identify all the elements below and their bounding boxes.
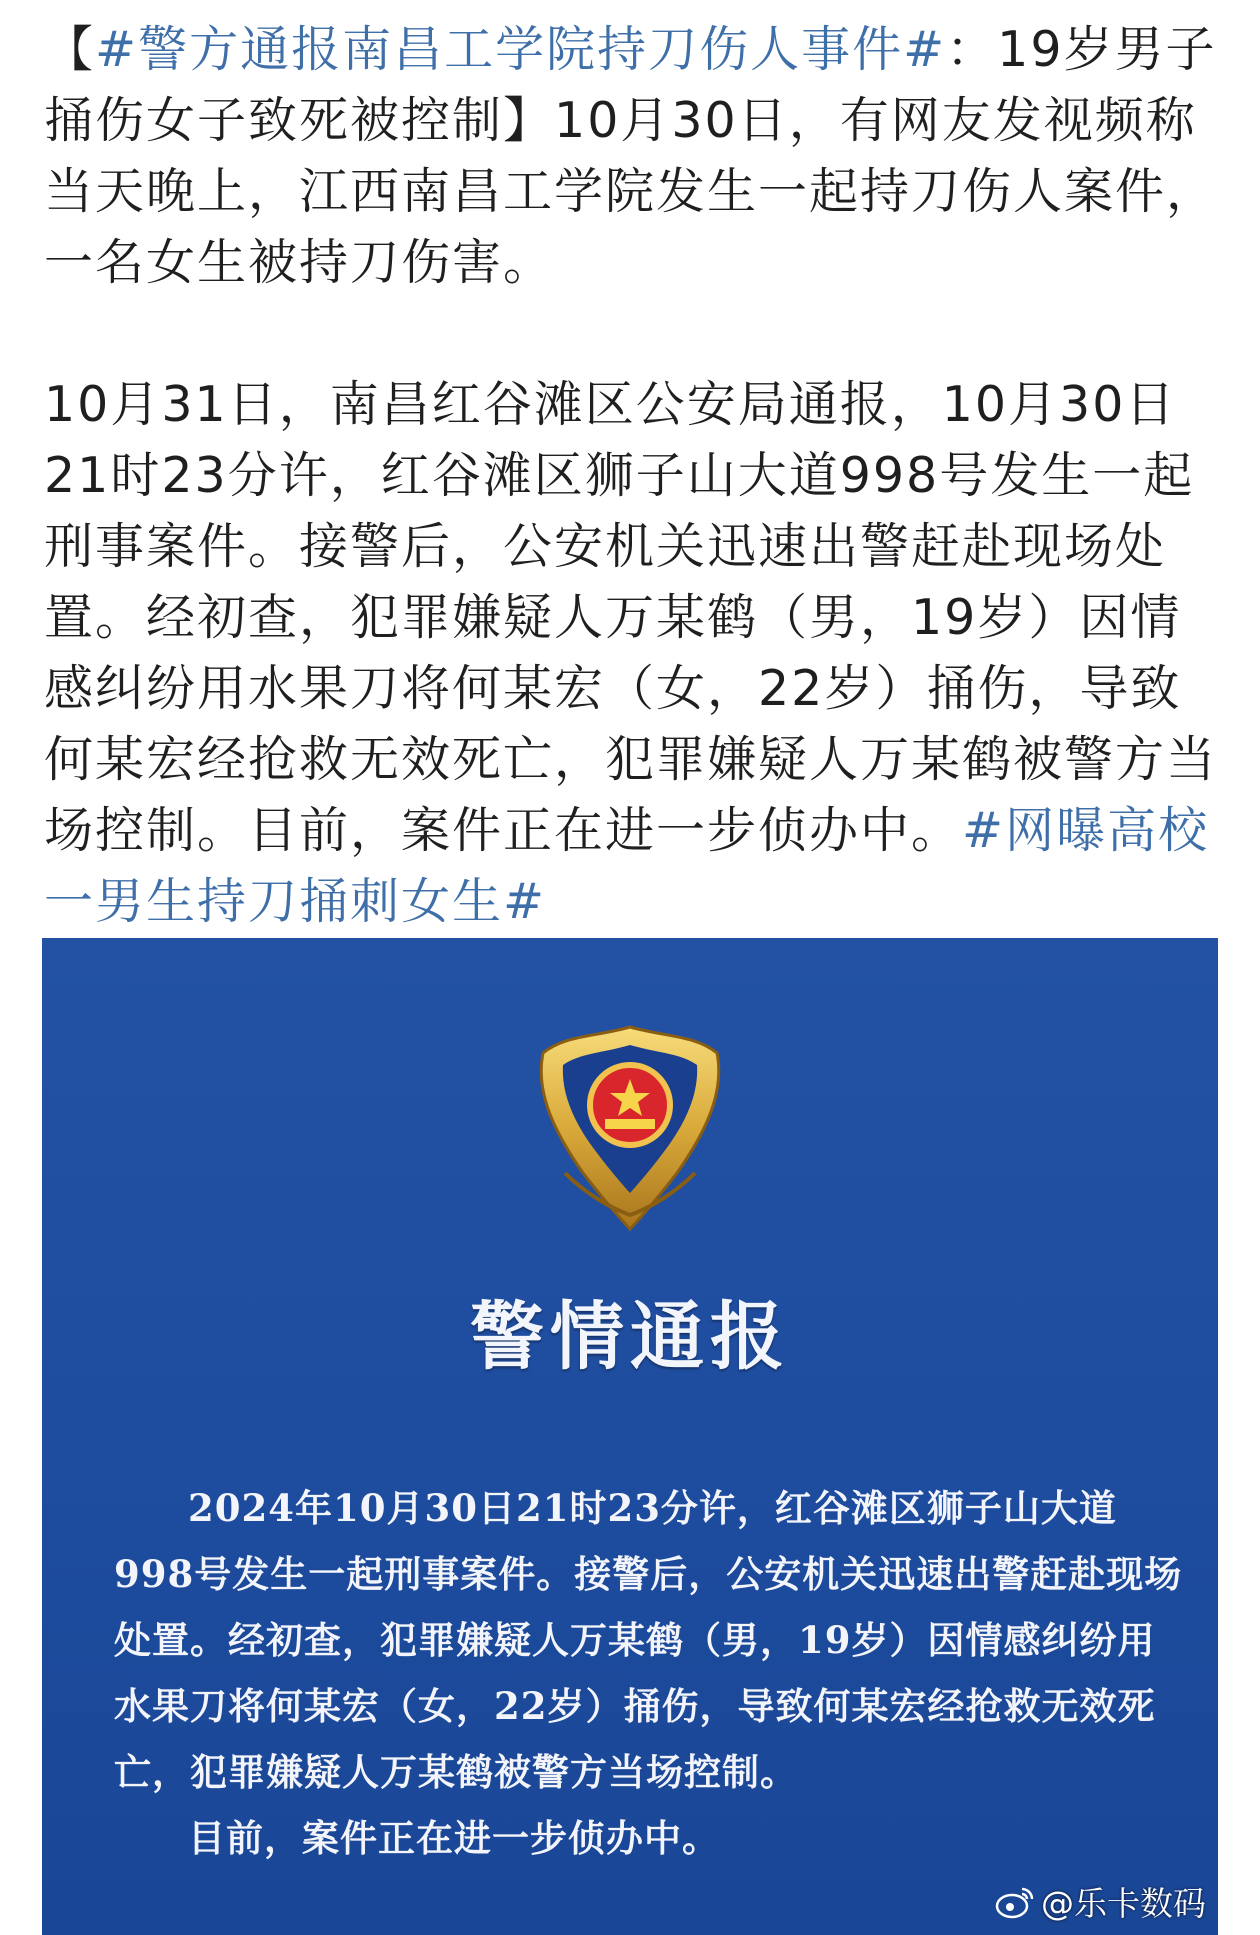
post-paragraph-2-body: 10月31日，南昌红谷滩区公安局通报，10月30日21时23分许，红谷滩区狮子山大道998号发生一起刑事案件。接警后，公安机关迅速出警赶赴现场处置。经初查，犯罪嫌疑人万某鹤（男，19岁）因情感纠纷用水果刀将何某宏（女，22岁）捅伤，导致何某宏经抢救无效死亡，犯罪嫌疑人万某鹤被警方当场控制。目前，案件正在进一步侦办中。 [44, 376, 1218, 859]
post-paragraph-1 [44, 14, 1220, 298]
post-text [44, 14, 1220, 937]
police-emblem-icon [525, 1023, 735, 1233]
police-notice-image[interactable] [42, 938, 1218, 1935]
notice-body [114, 1475, 1192, 1871]
notice-paragraph-2: 目前，案件正在进一步侦办中。 [188, 1816, 720, 1860]
post-paragraph-1-body: 10月30日，有网友发视频称当天晚上，江西南昌工学院发生一起持刀伤人案件，一名女生被持刀伤害。 [44, 92, 1218, 291]
topic-link-campus-stabbing[interactable]: #网曝高校一男生持刀捅刺女生# [44, 802, 1210, 930]
headline-rest: ：19岁男子捅伤女子致死被控制】 [44, 21, 1217, 149]
post-paragraph-2 [44, 369, 1220, 937]
bracket-open: 【 [44, 21, 96, 78]
watermark [995, 1878, 1206, 1925]
notice-title: 警情通报 [470, 1294, 790, 1380]
topic-link-police-report[interactable]: #警方通报南昌工学院持刀伤人事件# [95, 21, 947, 78]
weibo-icon [995, 1885, 1035, 1919]
notice-paragraph-1: 2024年10月30日21时23分许，红谷滩区狮子山大道998号发生一起刑事案件。接警后，公安机关迅速出警赶赴现场处置。经初查，犯罪嫌疑人万某鹤（男，19岁）因情感纠纷用水果刀将何某宏（女，22岁）捅伤，导致何某宏经抢救无效死亡，犯罪嫌疑人万某鹤被警方当场控制。 [114, 1486, 1183, 1794]
watermark-text: @乐卡数码 [1041, 1884, 1206, 1923]
